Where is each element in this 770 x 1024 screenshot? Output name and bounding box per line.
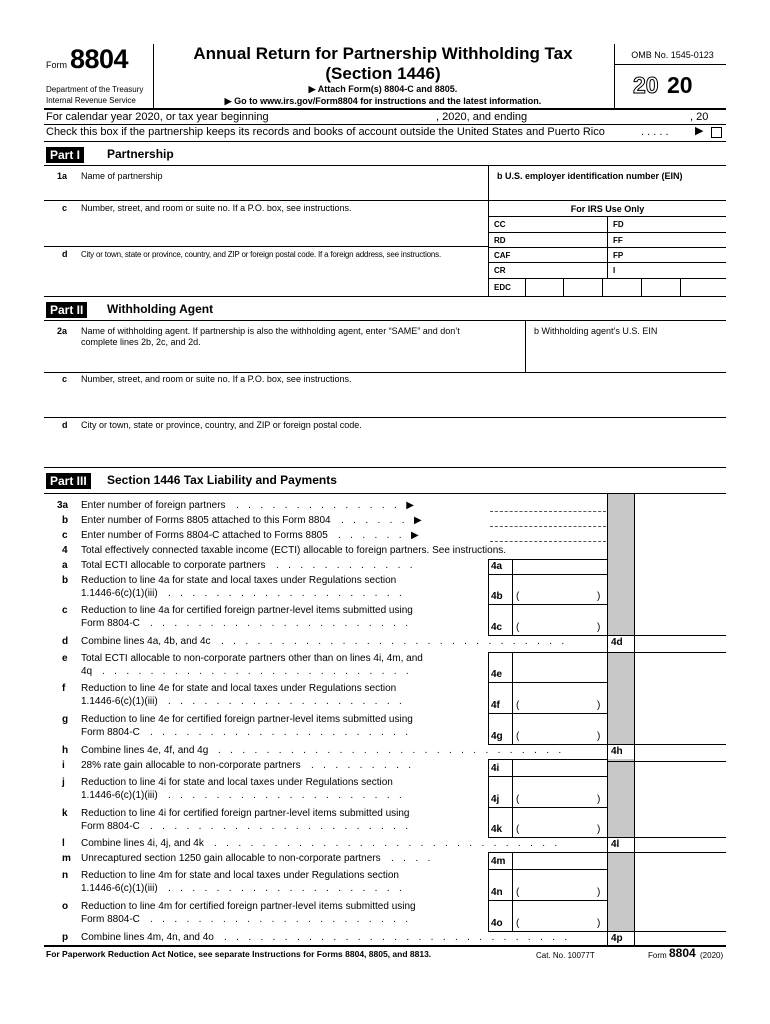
line-1a-number: 1a [57,171,68,181]
leader-dots: . . . . . . . . . . . . . . . . . . . . . . . . . . [102,666,412,677]
leader-dots: . . . . . . ▶ [338,530,422,541]
leader-dots: . . . . . . . . . [311,760,415,771]
line-2c-label: Number, street, and room or suite no. If a P.O. box, see instructions. [81,374,352,384]
line-label: Reduction to line 4i for certified foreign partner-level items submitted using [81,808,410,819]
line-box-label: 4p [611,933,623,944]
tax-year-bold: 20 [667,72,693,98]
line-box-label: 4c [491,622,503,633]
close-paren: ) [597,700,601,711]
line-n-number: n [62,870,69,881]
line-e-number: e [62,653,68,664]
line-4g-amount-field[interactable] [514,715,605,743]
box-line [488,869,608,870]
line-d-number: d [62,636,69,647]
footer-form-number: 8804 [669,946,696,960]
close-paren: ) [597,622,601,633]
leader-dots: . . . . . . . . . . . . . . . . . . . . . . . . . . . . . [218,745,565,756]
line-4c-amount-field[interactable] [514,606,605,634]
close-paren: ) [597,794,601,805]
line-box-label: 4m [491,856,506,867]
open-paren: ( [516,591,520,602]
irs-caf: CAF [494,251,511,260]
shaded-column [607,494,634,635]
goto-instruction: ▶ Go to www.irs.gov/Form8804 for instructions and the latest information. [224,96,542,106]
line-box-label: 4j [491,794,500,805]
irs-ff: FF [613,236,623,245]
omb-number: OMB No. 1545-0123 [631,50,714,60]
box-line [488,682,608,683]
leader-dots: . . . . [391,853,434,864]
box-line [488,759,489,776]
box-line [512,759,513,776]
leader-dots: . . . . . . . . . . . . . . . . . . . . . . . . . . . . . [221,636,568,647]
withholding-agent-ein-field[interactable] [530,340,722,370]
box-line [607,652,726,653]
books-outside-us-text: Check this box if the partnership keeps its records and books of account outside the United States and Puerto Rico [46,126,605,138]
line-label: Reduction to line 4e for certified foreign partner-level items submitted using [81,714,413,725]
line-box-label: 4h [611,746,623,757]
line-k-number: k [62,808,68,819]
irs-fp: FP [613,251,624,260]
line-2a-number: 2a [57,326,68,336]
line-label-cont: 1.1446-6(c)(1)(iii) [81,883,158,894]
open-paren: ( [516,918,520,929]
box-line [512,900,513,931]
box-line [488,574,489,604]
line-4l-total-field[interactable] [636,838,724,851]
line-label-cont: 1.1446-6(c)(1)(iii) [81,790,158,801]
line-label: Unrecaptured section 1250 gain allocable to non-corporate partners [81,853,381,864]
form-subtitle: (Section 1446) [325,64,441,83]
box-line [512,652,513,682]
box-line [488,713,608,714]
line-box-label: 4d [611,637,623,648]
line-f-number: f [62,683,66,694]
irs-use-only-title: For IRS Use Only [570,204,645,214]
box-line [488,652,608,653]
partnership-ein-field[interactable] [492,183,722,199]
paperwork-notice: For Paperwork Reduction Act Notice, see separate Instructions for Forms 8804, 8805, and 8813. [46,949,432,959]
form-number: 8804 [70,44,129,74]
line-j-number: j [62,777,65,788]
box-line [488,652,489,682]
footer-form-label: Form [648,951,667,960]
line-label-cont: 1.1446-6(c)(1)(iii) [81,588,158,599]
line-label-cont: Form 8804-C [81,727,140,738]
leader-dots: . . . . . . . . . . . . . . . . . . . . . . [150,618,412,629]
irs-fd: FD [613,220,624,229]
open-paren: ( [516,794,520,805]
box-line [488,852,608,853]
leader-dots: . . . . . . . . . . . . . . . . . . . . [168,588,406,599]
line-4n-amount-field[interactable] [514,871,605,899]
leader-dots: . . . . . . ▶ [341,515,425,526]
tax-year-outline: 20 [633,72,659,98]
line-label: Total ECTI allocable to non-corporate partners other than on lines 4i, 4m, and [81,653,423,664]
box-line [488,559,489,574]
withholding-agent-name-field[interactable] [80,350,520,370]
box-line [488,852,489,869]
box-line [512,869,513,900]
box-line [488,759,608,760]
line-c-number: c [62,605,68,616]
close-paren: ) [597,918,601,929]
line-4f-amount-field[interactable] [514,684,605,712]
line-b-number: b [62,515,69,526]
open-paren: ( [516,622,520,633]
footer-year: (2020) [700,951,724,960]
line-l-number: l [62,838,65,849]
box-line [512,574,513,604]
line-label: Total effectively connected taxable income (ECTI) allocable to foreign partners. See instructions. [81,545,507,556]
line-i-number: i [62,760,65,771]
line-p-number: p [62,932,69,943]
box-line [607,761,726,762]
line-box-label: 4b [491,591,503,602]
shaded-column [607,759,634,837]
leader-dots: . . . . . . . . . . . . . . . . . . . . [168,696,406,707]
box-line [512,713,513,744]
line-label-cont: Form 8804-C [81,618,140,629]
shaded-column [607,652,634,744]
box-line [488,682,489,713]
open-paren: ( [516,824,520,835]
line-box-label: 4f [491,700,500,711]
dept-line1: Department of the Treasury [46,85,144,94]
box-line [512,559,513,574]
close-paren: ) [597,824,601,835]
forms-8804c-count-field[interactable] [490,529,606,542]
box-line [488,807,608,808]
line-1d-number: d [62,249,68,259]
open-paren: ( [516,731,520,742]
line-label: Combine lines 4e, 4f, and 4g [81,745,209,756]
line-3a-number: 3a [57,500,69,511]
form-label: Form [46,60,67,70]
box-line [488,807,489,837]
box-line [512,852,513,869]
col-line [607,494,608,945]
line-1b-label: b U.S. employer identification number (EIN) [497,171,683,181]
line-g-number: g [62,714,69,725]
line-label: Combine lines 4a, 4b, and 4c [81,636,211,647]
leader-dots: . . . . . . . . . . . . . . . . . . . . . . . . . . . . . [224,932,571,943]
line-1c-number: c [62,203,68,213]
line-box-label: 4n [491,887,503,898]
forms-8805-count-field[interactable] [490,514,606,527]
leader-dots: . . . . . . . . . . . . . . ▶ [236,500,418,511]
irs-rd: RD [494,236,506,245]
box-line [488,869,489,900]
shaded-column [607,852,634,931]
partnership-street-field[interactable] [80,216,485,244]
line-label-cont: 1.1446-6(c)(1)(iii) [81,696,158,707]
line-label: Reduction to line 4m for certified foreign partner-level items submitted using [81,901,416,912]
part1-label: Part I [46,147,84,163]
leader-dots: . . . . . . . . . . . . . . . . . . . . . . [150,914,412,925]
box-line [512,604,513,635]
leader-dots: . . . . . . . . . . . . . . . . . . . . . . [150,821,412,832]
line-1a-label: Name of partnership [81,171,163,181]
partnership-city-field[interactable] [80,262,485,292]
line-1c-label: Number, street, and room or suite no. If a P.O. box, see instructions. [81,203,352,213]
foreign-partners-count-field[interactable] [490,499,606,512]
line-4m-amount-field[interactable] [514,854,605,868]
line-label-cont: Form 8804-C [81,914,140,925]
box-line [488,604,489,635]
leader-dots: . . . . . . . . . . . . . . . . . . . . [168,883,406,894]
close-paren: ) [597,887,601,898]
line-a-number: a [62,560,68,571]
line-label: Total ECTI allocable to corporate partners [81,560,266,571]
line-2d-number: d [62,420,68,430]
line-4o-amount-field[interactable] [514,902,605,930]
line-label: Reduction to line 4a for certified foreign partner-level items submitted using [81,605,413,616]
line-label: Reduction to line 4m for state and local taxes under Regulations section [81,870,399,881]
attach-instruction: ▶ Attach Form(s) 8804-C and 8805. [308,84,458,94]
close-paren: ) [597,731,601,742]
line-2b-label: b Withholding agent’s U.S. EIN [534,326,658,336]
line-label: Combine lines 4i, 4j, and 4k [81,838,204,849]
line-label: Reduction to line 4e for state and local taxes under Regulations section [81,683,397,694]
line-4e-amount-field[interactable] [514,654,605,681]
calendar-year-mid: , 2020, and ending [436,111,528,123]
line-label: Combine lines 4m, 4n, and 4o [81,932,214,943]
box-line [488,574,608,575]
line-h-number: h [62,745,69,756]
box-line [512,776,513,807]
line-box-label: 4e [491,669,503,680]
line-o-number: o [62,901,69,912]
line-2a-label-cont: complete lines 2b, 2c, and 2d. [81,337,201,347]
withholding-agent-street-field[interactable] [80,387,720,415]
line-1d-label: City or town, state or province, country, and ZIP or foreign postal code. If a foreign address, see instructions. [81,250,441,259]
leader-dots: . . . . . . . . . . . . . . . . . . . . . . [150,727,412,738]
part2-title: Withholding Agent [107,302,214,316]
tax-year-end-field[interactable] [537,110,687,123]
box-line [488,900,489,931]
line-label-cont: 4q [81,666,93,677]
part3-label: Part III [46,473,91,489]
line-box-label: 4k [491,824,503,835]
line-4-number: 4 [62,545,68,556]
line-box-label: 4g [491,731,503,742]
line-2a-label: Name of withholding agent. If partnership is also the withholding agent, enter “SAME” and don’t [81,326,460,336]
calendar-year-suffix: , 20 [690,111,709,123]
line-label: 28% rate gain allocable to non-corporate partners [81,760,301,771]
line-c-number: c [62,530,68,541]
box-line [488,559,608,560]
calendar-year-prefix: For calendar year 2020, or tax year beginning [46,111,269,123]
open-paren: ( [516,700,520,711]
dept-line2: Internal Revenue Service [46,96,136,105]
line-4d-total-field[interactable] [636,636,724,651]
line-2c-number: c [62,374,68,384]
line-4a-amount-field[interactable] [514,561,605,573]
line-4h-total-field[interactable] [636,745,724,760]
line-box-label: 4o [491,918,503,929]
line-box-label: 4i [491,763,500,774]
catalog-number: Cat. No. 10077T [536,951,595,960]
line-label: Reduction to line 4i for state and local taxes under Regulations section [81,777,393,788]
line-b-number: b [62,575,69,586]
box-line [488,604,608,605]
line-label-cont: Form 8804-C [81,821,140,832]
box-line [512,682,513,713]
box-line [488,713,489,744]
part2-label: Part II [46,302,87,318]
line-4k-amount-field[interactable] [514,809,605,836]
box-line [607,852,726,853]
line-label: Enter number of foreign partners [81,500,226,511]
box-line [488,776,608,777]
line-box-label: 4a [491,561,503,572]
irs-cr: CR [494,266,506,275]
leader-dots: . . . . . . . . . . . . [276,560,416,571]
tax-year-begin-field[interactable] [278,110,433,123]
partnership-name-field[interactable] [80,183,485,199]
irs-i: I [613,266,616,275]
line-4b-amount-field[interactable] [514,576,605,603]
part1-title: Partnership [107,147,174,161]
line-2d-label: City or town, state or province, country, and ZIP or foreign postal code. [81,420,362,430]
form-title: Annual Return for Partnership Withholding Tax [193,44,573,63]
books-outside-us-checkbox[interactable] [711,127,722,138]
part3-title: Section 1446 Tax Liability and Payments [107,473,337,487]
irs-edc: EDC [494,283,511,292]
col-line [634,494,635,945]
leader-dots: . . . . . . . . . . . . . . . . . . . . . . . . . . . . . [214,838,561,849]
line-m-number: m [62,853,71,864]
line-4i-amount-field[interactable] [514,761,605,775]
box-line [512,807,513,837]
withholding-agent-city-field[interactable] [80,433,720,463]
line-4j-amount-field[interactable] [514,778,605,806]
checkbox-leader-dots: . . . . . [641,126,669,138]
line-4p-total-field[interactable] [636,932,724,944]
line-box-label: 4l [611,839,620,850]
line-label: Enter number of Forms 8805 attached to this Form 8804 [81,515,331,526]
box-line [488,776,489,807]
close-paren: ) [597,591,601,602]
open-paren: ( [516,887,520,898]
box-line [488,900,608,901]
arrow-icon: ▶ [695,125,704,137]
line-label: Reduction to line 4a for state and local taxes under Regulations section [81,575,397,586]
line-label: Enter number of Forms 8804-C attached to Forms 8805 [81,530,328,541]
leader-dots: . . . . . . . . . . . . . . . . . . . . [168,790,406,801]
irs-cc: CC [494,220,506,229]
